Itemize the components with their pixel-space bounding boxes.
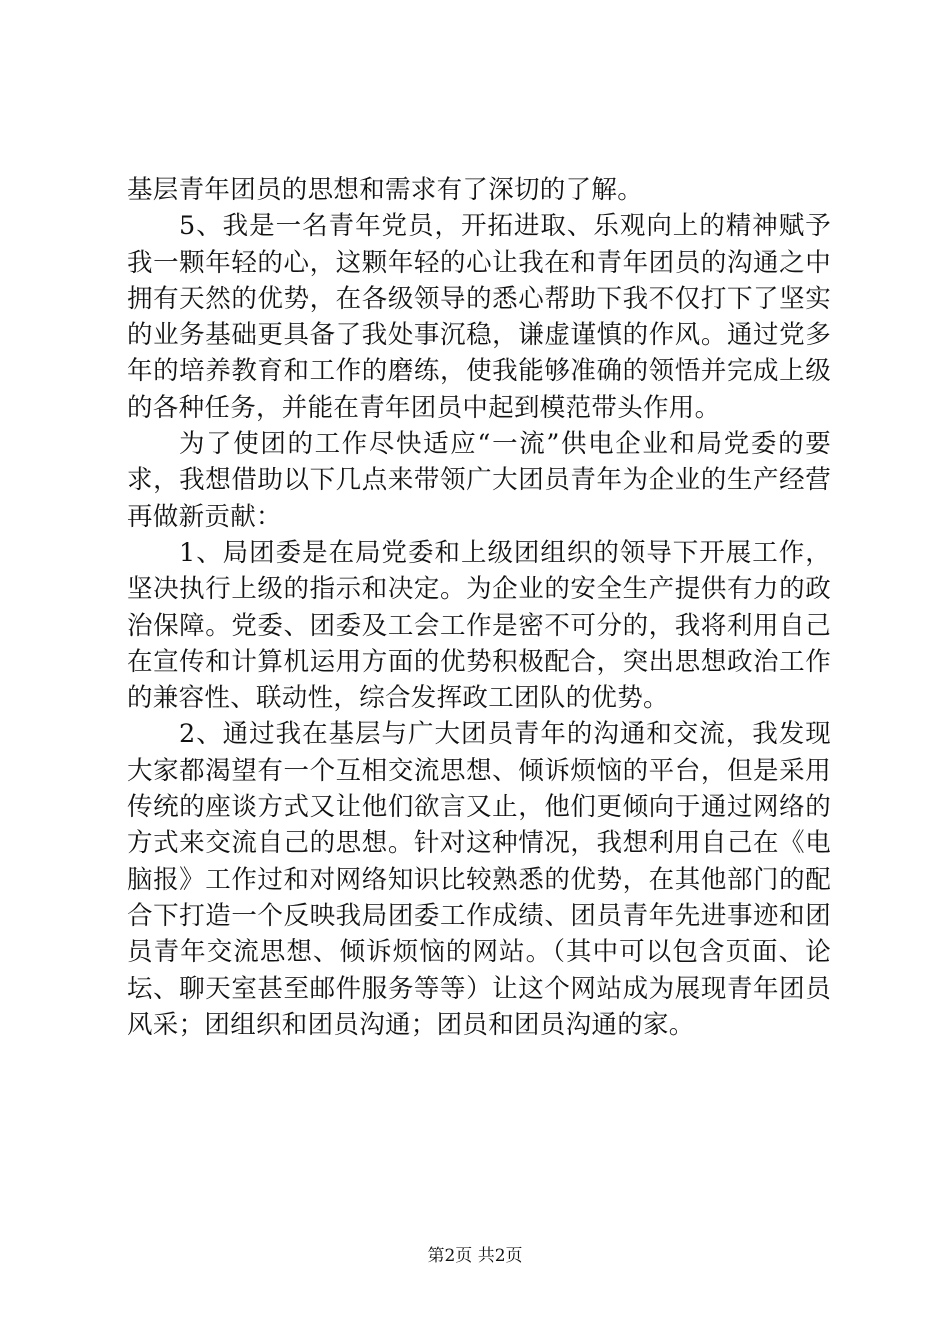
paragraph-item-1: 1、局团委是在局党委和上级团组织的领导下开展工作，坚决执行上级的指示和决定。为企业的安全生产提供有力的政治保障。党委、团委及工会工作是密不可分的，我将利用自己在宣传和计算机运用方面的优势积极配合，突出思想政治工作的兼容性、联动性，综合发挥政工团队的优势。 xyxy=(127,537,831,714)
paragraph-item-5: 5、我是一名青年党员，开拓进取、乐观向上的精神赋予我一颗年轻的心，这颗年轻的心让我在和青年团员的沟通之中拥有天然的优势，在各级领导的悉心帮助下我不仅打下了坚实的业务基础更具备了我处事沉稳，谦虚谨慎的作风。通过党多年的培养教育和工作的磨练，使我能够准确的领悟并完成上级的各种任务，并能在青年团员中起到模范带头作用。 xyxy=(127,211,831,423)
paragraph-continuation: 基层青年团员的思想和需求有了深切的了解。 xyxy=(127,175,644,205)
page-number: 第2页 共2页 xyxy=(427,1246,523,1266)
page-footer xyxy=(0,1244,950,1268)
document-body xyxy=(127,172,831,1043)
paragraph-item-2: 2、通过我在基层与广大团员青年的沟通和交流，我发现大家都渴望有一个互相交流思想、倾诉烦恼的平台，但是采用传统的座谈方式又让他们欲言又止，他们更倾向于通过网络的方式来交流自己的思想。针对这种情况，我想利用自己在《电脑报》工作过和对网络知识比较熟悉的优势，在其他部门的配合下打造一个反映我局团委工作成绩、团员青年先进事迹和团员青年交流思想、倾诉烦恼的网站。（其中可以包含页面、论坛、聊天室甚至邮件服务等等）让这个网站成为展现青年团员风采；团组织和团员沟通；团员和团员沟通的家。 xyxy=(127,719,831,1040)
paragraph-intro: 为了使团的工作尽快适应“一流”供电企业和局党委的要求，我想借助以下几点来带领广大团员青年为企业的生产经营再做新贡献： xyxy=(127,429,831,532)
